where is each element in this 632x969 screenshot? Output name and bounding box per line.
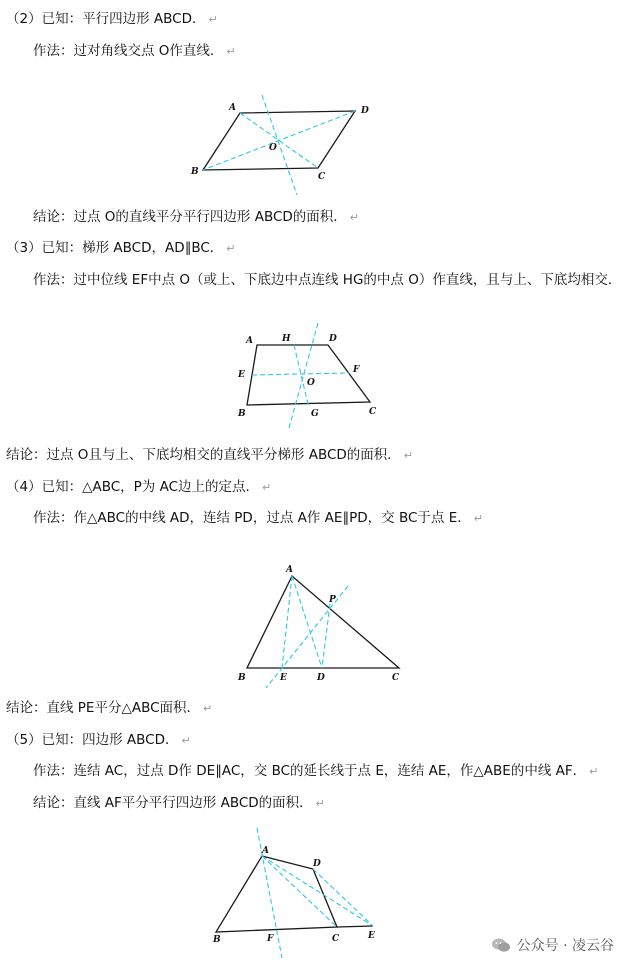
- fig4-label-c: C: [332, 934, 340, 944]
- watermark-text: 公众号 · 凌云谷: [516, 938, 614, 954]
- bc-extension: [337, 926, 373, 927]
- fig3-label-c: C: [392, 673, 400, 683]
- text-line-4-conclusion: 结论：直线 PE平分△ABC面积． ↵: [6, 700, 213, 716]
- fig1-label-o: O: [269, 143, 277, 153]
- text-line-5-method: 作法：连结 AC，过点 D作 DE∥AC，交 BC的延长线于点 E，连结 AE，作△ABE的中线 AF． ↵: [33, 763, 599, 779]
- fig4-label-e: E: [368, 931, 375, 941]
- fig1-label-a: A: [229, 103, 236, 113]
- text-line-2-method: 作法：过对角线交点 O作直线． ↵: [33, 43, 236, 59]
- text-line-3-known: （3）已知：梯形 ABCD，AD∥BC． ↵: [6, 240, 236, 256]
- fig4-label-a: A: [262, 846, 269, 856]
- text-line-4-method: 作法：作△ABC的中线 AD，连结 PD，过点 A作 AE∥PD，交 BC于点 E． ↵: [33, 510, 483, 526]
- fig4-label-d: D: [313, 859, 321, 869]
- fig2-label-g: G: [311, 409, 319, 419]
- fig4-label-f: F: [267, 934, 274, 944]
- text-line-3-conclusion: 结论：过点 O且与上、下底均相交的直线平分梯形 ABCD的面积． ↵: [6, 447, 414, 463]
- text-line-2-conclusion: 结论：过点 O的直线平分平行四边形 ABCD的面积． ↵: [33, 209, 360, 225]
- text-line-5-known: （5）已知：四边形 ABCD． ↵: [6, 732, 191, 748]
- fig3-label-p: P: [329, 595, 336, 605]
- line-de: [313, 869, 373, 926]
- fig2-label-f: F: [353, 365, 360, 375]
- fig1-label-d: D: [361, 106, 369, 116]
- fig3-label-e: E: [280, 673, 287, 683]
- fig1-label-c: C: [318, 172, 326, 182]
- diagonal-ac: [262, 856, 337, 927]
- text-line-4-known: （4）已知：△ABC，P为 AC边上的定点． ↵: [6, 479, 272, 495]
- text-line-2-known: （2）已知：平行四边形 ABCD． ↵: [6, 11, 218, 27]
- text-line-3-method: 作法：过中位线 EF中点 O（或上、下底边中点连线 HG的中点 O）作直线，且与上、下底均相交．: [33, 272, 622, 288]
- fig3-label-b: B: [238, 673, 246, 683]
- fig2-label-c: C: [369, 407, 377, 417]
- watermark: [491, 935, 614, 955]
- wechat-icon: [491, 937, 511, 953]
- fig2-label-b: B: [238, 409, 246, 419]
- fig4-label-b: B: [213, 935, 221, 945]
- fig2-label-e: E: [238, 370, 245, 380]
- fig3-label-a: A: [286, 565, 293, 575]
- fig1-label-b: B: [191, 167, 199, 177]
- text-line-5-conclusion: 结论：直线 AF平分平行四边形 ABCD的面积． ↵: [33, 795, 325, 811]
- fig2-label-o: O: [307, 378, 315, 388]
- fig2-label-a: A: [246, 336, 253, 346]
- fig2-label-d: D: [329, 334, 337, 344]
- fig2-label-h: H: [282, 334, 291, 344]
- fig3-label-d: D: [317, 673, 325, 683]
